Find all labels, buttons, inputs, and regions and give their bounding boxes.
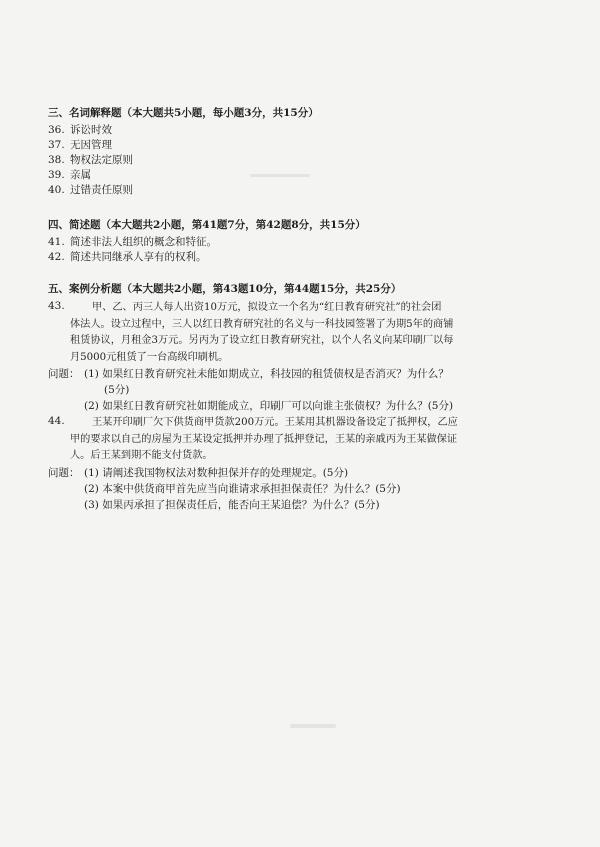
- question-number: 41.: [48, 236, 65, 248]
- case-text: [48, 300, 568, 366]
- question-37: [48, 138, 568, 153]
- case-line: 甲、乙、丙三人每人出资10万元，拟设立一个名为“红日教育研究社”的社会团: [92, 302, 442, 313]
- question-text: 无因管理: [70, 139, 112, 151]
- sub-question-text: (1) 请阐述我国物权法对数种担保并存的处理规定。(5分): [84, 466, 349, 479]
- question-40: [48, 183, 568, 198]
- question-label: 问题：: [48, 466, 80, 479]
- question-number: 38.: [48, 154, 65, 166]
- question-38: [48, 153, 568, 168]
- question-label: 问题：: [48, 368, 80, 380]
- question-text: 简述共同继承人享有的权利。: [70, 251, 207, 263]
- section-case-analysis: [48, 282, 568, 513]
- question-41: [48, 235, 568, 250]
- case-line: 甲的要求以自己的房屋为王某设定抵押并办理了抵押登记，王某的亲戚丙为王某做保证: [70, 433, 458, 445]
- case-44: [48, 415, 568, 513]
- question-43-2: (2) 如果红日教育研究社如期能成立，印刷厂可以向谁主张债权？为什么？(5分): [84, 400, 454, 412]
- question-43-1-score: (5分): [104, 384, 130, 396]
- question-number: 37.: [48, 139, 65, 151]
- question-number: 40.: [48, 184, 65, 196]
- case-line: 人。后王某到期不能支付货款。: [70, 450, 213, 461]
- question-42: [48, 250, 568, 265]
- section-heading: 五、案例分析题（本大题共2小题，第43题10分，第44题15分，共25分）: [48, 283, 402, 295]
- question-text: 诉讼时效: [70, 124, 112, 136]
- case-text: [48, 415, 568, 465]
- sub-question-text: (1) 如果红日教育研究社未能如期成立，科技园的租赁债权是否消灭？为什么？: [84, 368, 449, 380]
- question-text: 亲属: [70, 169, 91, 181]
- question-36: [48, 123, 568, 138]
- section-heading: 四、简述题（本大题共2小题，第41题7分，第42题8分，共15分）: [48, 219, 366, 231]
- case-line: 王某开印刷厂欠下供货商甲货款200万元。王某用其机器设备设定了抵押权，乙应: [92, 417, 458, 428]
- question-text: 简述非法人组织的概念和特征。: [70, 236, 217, 248]
- question-44-1: [48, 465, 568, 481]
- question-text: 物权法定原则: [70, 154, 133, 166]
- scan-smudge: [290, 724, 336, 728]
- scan-smudge: [250, 174, 310, 177]
- case-line: 月5000元租赁了一台高级印刷机。: [70, 351, 229, 363]
- question-43-1: [48, 366, 568, 382]
- question-number: 42.: [48, 251, 65, 263]
- case-line: 体法人。设立过程中，三人以红日教育研究社的名义与一科技园签署了为期5年的商铺: [70, 318, 454, 330]
- section-heading: 三、名词解释题（本大题共5小题，每小题3分，共15分）: [48, 107, 319, 119]
- question-44-2: (2) 本案中供货商甲首先应当向谁请求承担担保责任？为什么？(5分): [84, 482, 401, 495]
- question-number: 44.: [48, 415, 65, 427]
- question-44-3: (3) 如果丙承担了担保责任后，能否向王某追偿？为什么？(5分): [84, 498, 380, 511]
- question-number: 43.: [48, 300, 65, 312]
- section-noun-explanation: [48, 106, 568, 198]
- question-number: 36.: [48, 124, 65, 136]
- question-number: 39.: [48, 169, 65, 181]
- section-short-answer: [48, 218, 568, 265]
- case-43: [48, 300, 568, 414]
- case-line: 租赁协议，月租金3万元。另丙为了设立红日教育研究社，以个人名义向某印刷厂以每: [70, 335, 454, 346]
- question-text: 过错责任原则: [70, 184, 133, 196]
